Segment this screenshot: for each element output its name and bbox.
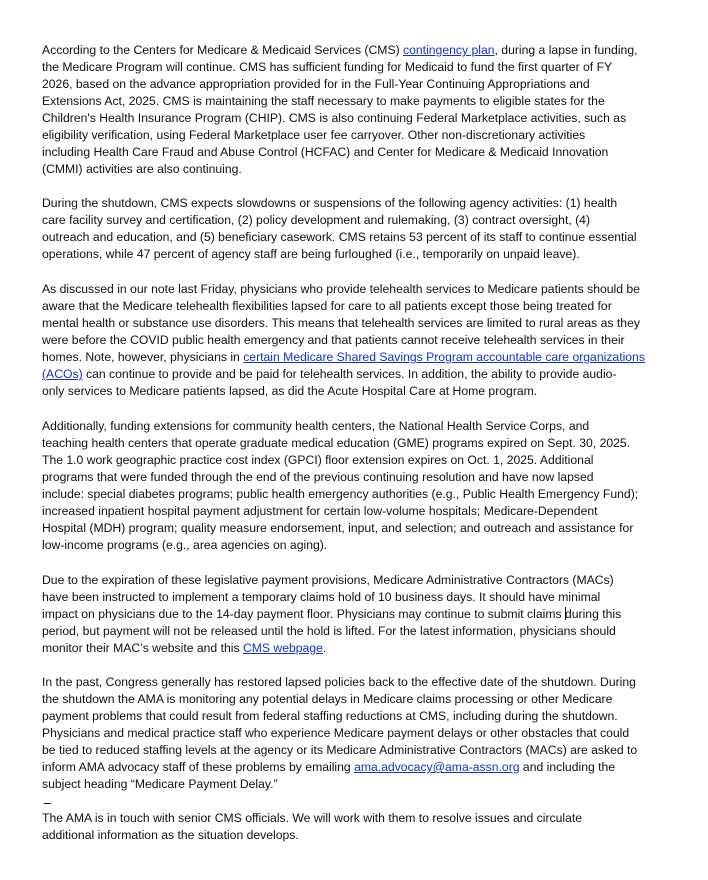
text-segment: impact on physicians due to the 14-day payment floor. Physicians may continue to submit claims — [42, 607, 565, 621]
text-segment: Hospital (MDH) program; quality measure endorsement, input, and selection; and outreach and assistance for — [42, 521, 634, 535]
text-segment: aware that the Medicare telehealth flexibilities lapsed for care to all patients except those being treated for — [42, 299, 612, 313]
text-segment: were before the COVID public health emergency and that patients cannot receive telehealth services in their — [42, 333, 625, 347]
text-line — [42, 127, 637, 144]
text-segment: homes. Note, however, physicians in — [42, 350, 244, 364]
text-line — [42, 674, 637, 691]
text-line — [42, 759, 637, 776]
text-segment: Physicians and medical practice staff who experience Medicare payment delays or other obstacles that could — [42, 726, 630, 740]
text-line — [42, 229, 637, 246]
text-segment: and including the — [519, 760, 616, 774]
text-line — [42, 503, 638, 520]
text-segment: teaching health centers that operate graduate medical education (GME) programs expired on Sept. 30, 2025. — [42, 436, 631, 450]
text-segment: during this — [564, 607, 622, 621]
text-line — [42, 195, 637, 212]
text-line — [42, 246, 637, 263]
text-line — [42, 742, 637, 759]
text-line — [42, 42, 637, 59]
stray-dash — [44, 803, 51, 804]
text-segment: payment problems that could result from federal staffing reductions at CMS, including during the shutdown. — [42, 709, 618, 723]
text-segment: eligibility verification, using Federal Marketplace user fee carryover. Other non-discretionary activities — [42, 128, 586, 142]
text-line — [42, 212, 637, 229]
text-line — [42, 537, 638, 554]
text-line — [42, 144, 637, 161]
hyperlink[interactable]: CMS webpage — [242, 641, 323, 655]
text-line — [42, 110, 637, 127]
text-line — [42, 383, 645, 400]
text-line — [42, 520, 638, 537]
text-segment: be tied to reduced staffing levels at the agency or its Medicare Administrative Contractors (MACs) are asked to — [42, 743, 638, 757]
text-segment: , during a lapse in funding, — [494, 43, 638, 57]
text-line — [42, 298, 645, 315]
text-segment: low-income programs (e.g., area agencies on aging). — [42, 538, 328, 552]
paragraph — [42, 572, 621, 657]
text-line — [42, 486, 638, 503]
text-line — [42, 366, 645, 383]
paragraph — [42, 195, 637, 263]
text-segment: only services to Medicare patients lapsed, as did the Acute Hospital Care at Home program. — [42, 384, 538, 398]
text-segment: Extensions Act, 2025. CMS is maintaining the staff necessary to make payments to eligible states for the — [42, 94, 605, 108]
text-line — [42, 76, 637, 93]
text-segment: According to the Centers for Medicare & Medicaid Services (CMS) — [42, 43, 404, 57]
text-line — [42, 827, 582, 844]
text-segment: . — [322, 641, 327, 655]
text-segment: inform AMA advocacy staff of these problems by emailing — [42, 760, 355, 774]
paragraph — [42, 674, 637, 793]
paragraph — [42, 42, 637, 178]
hyperlink[interactable]: ama.advocacy@ama-assn.org — [354, 760, 520, 774]
text-segment: can continue to provide and be paid for telehealth services. In addition, the ability to provide audio- — [82, 367, 617, 381]
text-segment: period, but payment will not be released until the hold is lifted. For the latest information, physicians should — [42, 624, 616, 638]
text-line — [42, 691, 637, 708]
text-segment: outreach and education, and (5) beneficiary casework. CMS retains 53 percent of its staff to continue essential — [42, 230, 637, 244]
text-line — [42, 810, 582, 827]
paragraph — [42, 810, 582, 844]
text-segment: In the past, Congress generally has restored lapsed policies back to the effective date of the shutdown. During — [42, 675, 636, 689]
text-line — [42, 572, 621, 589]
text-line — [42, 606, 621, 623]
text-line — [42, 452, 638, 469]
text-line — [42, 93, 637, 110]
text-segment: include: special diabetes programs; public health emergency authorities (e.g., Public Health Emergency Fund); — [42, 487, 639, 501]
text-line — [42, 349, 645, 366]
text-segment: care facility survey and certification, (2) policy development and rulemaking, (3) contract oversight, (4) — [42, 213, 590, 227]
text-line — [42, 161, 637, 178]
text-segment: Due to the expiration of these legislative payment provisions, Medicare Administrative Contractors (MACs) — [42, 573, 614, 587]
hyperlink[interactable]: certain Medicare Shared Savings Program accountable care organizations — [243, 350, 645, 364]
text-line — [42, 418, 638, 435]
text-segment: the Medicare Program will continue. CMS has sufficient funding for Medicaid to fund the first quarter of FY — [42, 60, 613, 74]
text-segment: Children's Health Insurance Program (CHIP). CMS is also continuing Federal Marketplace activities, such as — [42, 111, 627, 125]
text-segment: additional information as the situation develops. — [42, 828, 299, 842]
text-segment: Additionally, funding extensions for community health centers, the National Health Service Corps, and — [42, 419, 590, 433]
text-segment: including Health Care Fraud and Abuse Control (HCFAC) and Center for Medicare & Medicaid Innovation — [42, 145, 609, 159]
text-line — [42, 640, 621, 657]
text-segment: mental health or substance use disorders. This means that telehealth services are limited to rural areas as they — [42, 316, 640, 330]
text-segment: operations, while 47 percent of agency staff are being furloughed (i.e., temporarily on unpaid leave). — [42, 247, 580, 261]
text-segment: As discussed in our note last Friday, physicians who provide telehealth services to Medicare patients should be — [42, 282, 640, 296]
text-line — [42, 315, 645, 332]
text-segment: monitor their MAC’s website and this — [42, 641, 243, 655]
text-line — [42, 332, 645, 349]
text-segment: The 1.0 work geographic practice cost index (GPCI) floor extension expires on Oct. 1, 2025. Additional — [42, 453, 594, 467]
text-line — [42, 725, 637, 742]
text-line — [42, 59, 637, 76]
text-line — [42, 589, 621, 606]
text-line — [42, 776, 637, 793]
text-segment: have been instructed to implement a temporary claims hold of 10 business days. It should have minimal — [42, 590, 601, 604]
hyperlink[interactable]: (ACOs) — [42, 367, 83, 381]
paragraph — [42, 281, 645, 400]
text-line — [42, 623, 621, 640]
text-line — [42, 708, 637, 725]
text-segment: programs that were funded through the end of the previous continuing resolution and have now lapsed — [42, 470, 594, 484]
hyperlink[interactable]: contingency plan — [403, 43, 495, 57]
text-line — [42, 281, 645, 298]
text-segment: The AMA is in touch with senior CMS officials. We will work with them to resolve issues and circulate — [42, 811, 583, 825]
paragraph — [42, 418, 638, 554]
text-segment: increased inpatient hospital payment adjustment for certain low-volume hospitals; Medicare-Dependent — [42, 504, 598, 518]
text-segment: (CMMI) activities are also continuing. — [42, 162, 242, 176]
text-segment: 2026, based on the advance appropriation provided for in the Full-Year Continuing Appropriations and — [42, 77, 590, 91]
text-line — [42, 469, 638, 486]
text-segment: subject heading “Medicare Payment Delay.” — [42, 777, 278, 791]
text-segment: the shutdown the AMA is monitoring any potential delays in Medicare claims processing or other Medicare — [42, 692, 613, 706]
text-line — [42, 435, 638, 452]
text-segment: During the shutdown, CMS expects slowdowns or suspensions of the following agency activities: (1) health — [42, 196, 618, 210]
